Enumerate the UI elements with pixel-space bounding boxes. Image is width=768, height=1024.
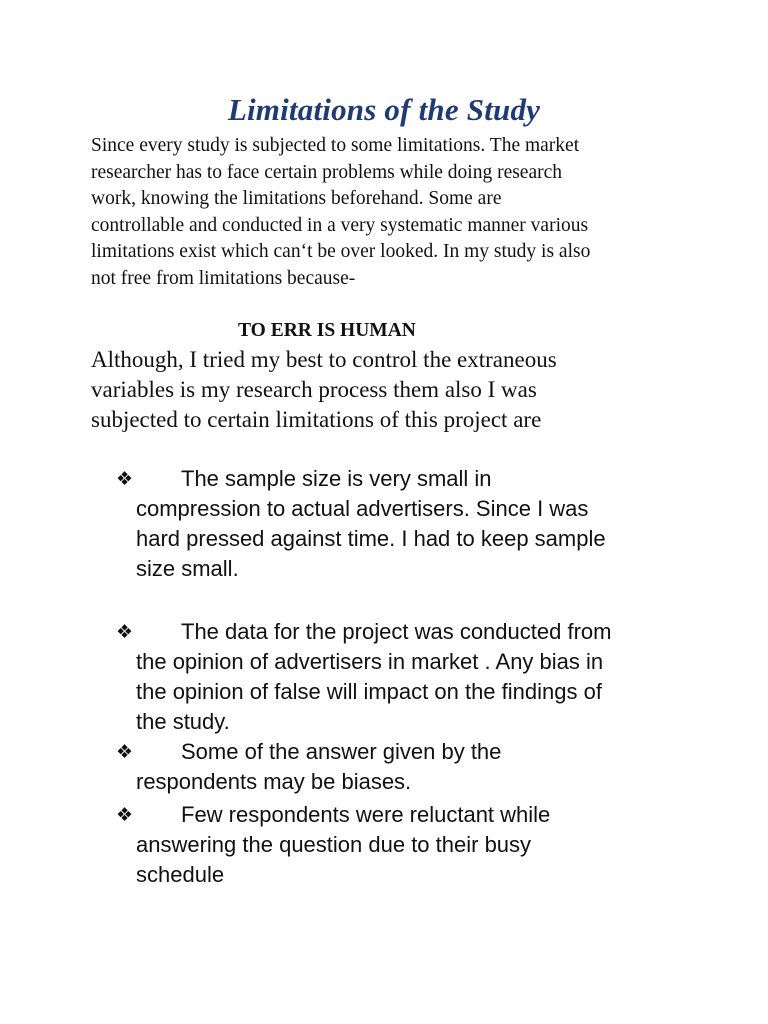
bullet-line: size small. — [136, 556, 239, 581]
paragraph-line: variables is my research process them also I was — [91, 377, 537, 402]
bullet-line: schedule — [136, 862, 225, 887]
intro-line: controllable and conducted in a very systematic manner various — [91, 214, 589, 236]
bullet-line: The sample size is very small in — [181, 466, 492, 491]
intro-line: Since every study is subjected to some limitations. The market — [91, 135, 580, 156]
paragraph-line: Although, I tried my best to control the extraneous — [91, 347, 557, 372]
diamond-bullet-icon: ❖ — [116, 804, 134, 826]
limitations-intro-paragraph — [91, 345, 711, 435]
diamond-bullet-icon: ❖ — [116, 468, 134, 490]
bullet-line: the opinion of advertisers in market . Any bias in — [136, 649, 604, 674]
bullet-line: the opinion of false will impact on the findings of — [136, 679, 602, 704]
bullet-line: respondents may be biases. — [136, 769, 412, 794]
intro-line: researcher has to face certain problems while doing research — [91, 161, 563, 183]
bullet-line: answering the question due to their busy — [136, 832, 532, 857]
intro-line: limitations exist which can‘t be over looked. In my study is also — [91, 241, 591, 262]
intro-line: work, knowing the limitations beforehand. Some are — [91, 188, 502, 209]
page-title: Limitations of the Study — [227, 92, 541, 127]
bullet-line: Few respondents were reluctant while — [181, 802, 551, 827]
intro-paragraph — [91, 133, 691, 292]
bullet-line: compression to actual advertisers. Since I was — [136, 496, 589, 521]
bullet-line: The data for the project was conducted from — [181, 619, 612, 644]
bullet-line: the study. — [136, 709, 230, 734]
bullet-item — [0, 800, 768, 890]
bullet-item — [0, 464, 768, 584]
paragraph-line: subjected to certain limitations of this project are — [91, 407, 542, 432]
bullet-line: hard pressed against time. I had to keep sample — [136, 526, 606, 551]
diamond-bullet-icon: ❖ — [116, 621, 134, 643]
bullet-item — [0, 737, 768, 797]
section-subheading: TO ERR IS HUMAN — [238, 320, 416, 341]
intro-line: not free from limitations because- — [91, 267, 356, 289]
bullet-line: Some of the answer given by the — [181, 739, 502, 764]
bullet-item — [0, 617, 768, 737]
diamond-bullet-icon: ❖ — [116, 741, 134, 763]
